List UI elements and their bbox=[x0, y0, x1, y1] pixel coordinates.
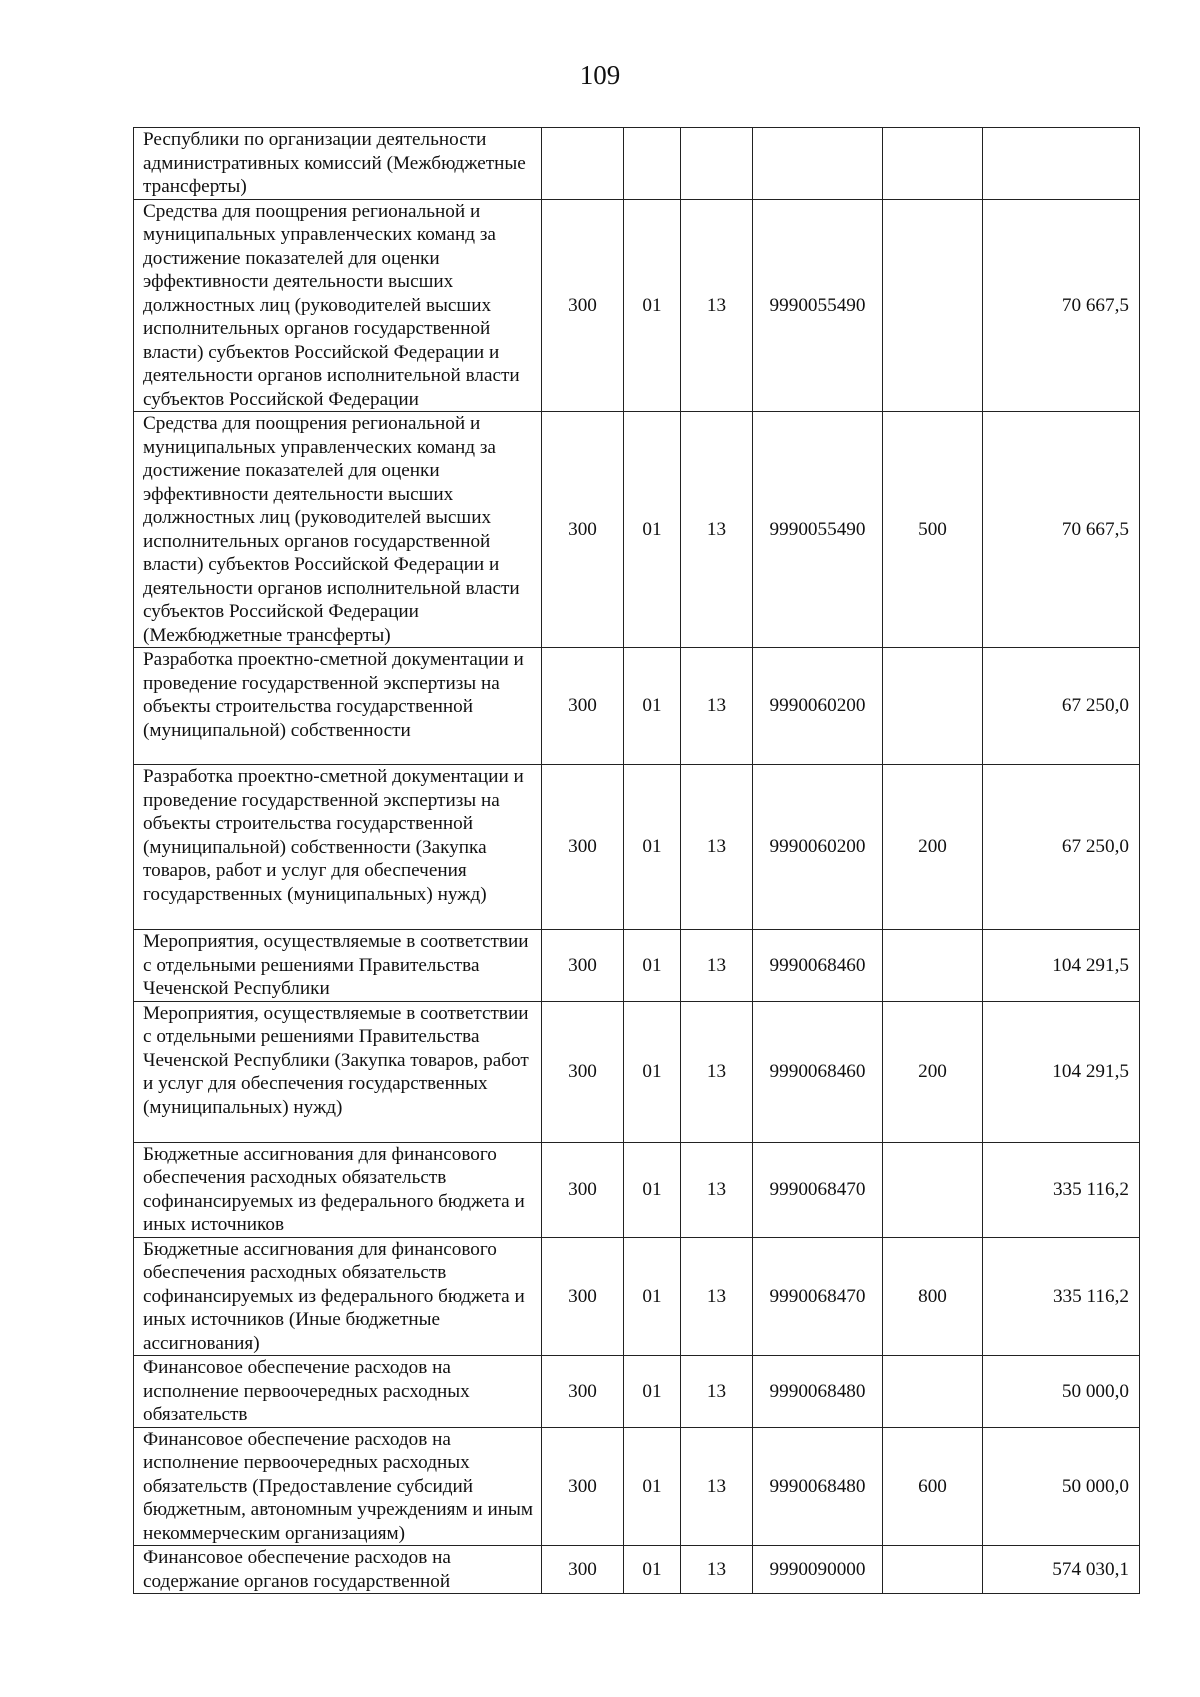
section-cell: 01 bbox=[624, 199, 681, 412]
expense-type-cell bbox=[883, 128, 983, 200]
grbs-cell: 300 bbox=[542, 930, 624, 1002]
target-article-cell: 9990068480 bbox=[753, 1356, 883, 1428]
table-row bbox=[134, 412, 1140, 648]
row-description: Финансовое обеспечение расходов на исполнение первоочередных расходных обязательств bbox=[134, 1356, 542, 1428]
target-article-cell: 9990068460 bbox=[753, 930, 883, 1002]
amount-cell: 70 667,5 bbox=[983, 199, 1140, 412]
expense-type-cell: 200 bbox=[883, 765, 983, 930]
page-number: 109 bbox=[579, 60, 621, 90]
target-article-cell: 9990068470 bbox=[753, 1237, 883, 1356]
grbs-cell: 300 bbox=[542, 1142, 624, 1237]
grbs-cell: 300 bbox=[542, 1546, 624, 1594]
row-description: Разработка проектно-сметной документации и проведение государственной экспертизы на объекты строительства государственной (муниципальной) собственности (Закупка товаров, работ и услуг для обеспечения государственных (муниципальных) нужд) bbox=[134, 765, 542, 930]
grbs-cell: 300 bbox=[542, 1356, 624, 1428]
subsection-cell: 13 bbox=[681, 199, 753, 412]
table-row bbox=[134, 1001, 1140, 1142]
amount-cell: 67 250,0 bbox=[983, 765, 1140, 930]
subsection-cell: 13 bbox=[681, 765, 753, 930]
target-article-cell: 9990068470 bbox=[753, 1142, 883, 1237]
table-row bbox=[134, 648, 1140, 765]
subsection-cell: 13 bbox=[681, 648, 753, 765]
table-row bbox=[134, 1546, 1140, 1594]
row-description: Средства для поощрения региональной и муниципальных управленческих команд за достижение показателей для оценки эффективности деятельности высших должностных лиц (руководителей высших исполнительных органов государственной власти) субъектов Российской Федерации и деятельности органов исполнительной власти субъектов Российской Федерации (Межбюджетные трансферты) bbox=[134, 412, 542, 648]
expense-type-cell: 600 bbox=[883, 1427, 983, 1546]
section-cell: 01 bbox=[624, 648, 681, 765]
amount-cell: 574 030,1 bbox=[983, 1546, 1140, 1594]
target-article-cell: 9990060200 bbox=[753, 765, 883, 930]
section-cell: 01 bbox=[624, 1142, 681, 1237]
table-row bbox=[134, 199, 1140, 412]
subsection-cell: 13 bbox=[681, 1001, 753, 1142]
budget-table bbox=[133, 127, 1140, 1594]
expense-type-cell: 500 bbox=[883, 412, 983, 648]
row-description: Средства для поощрения региональной и муниципальных управленческих команд за достижение показателей для оценки эффективности деятельности высших должностных лиц (руководителей высших исполнительных органов государственной власти) субъектов Российской Федерации и деятельности органов исполнительной власти субъектов Российской Федерации bbox=[134, 199, 542, 412]
row-description: Разработка проектно-сметной документации и проведение государственной экспертизы на объекты строительства государственной (муниципальной) собственности bbox=[134, 648, 542, 765]
row-description: Бюджетные ассигнования для финансового обеспечения расходных обязательств софинансируемых из федерального бюджета и иных источников bbox=[134, 1142, 542, 1237]
grbs-cell: 300 bbox=[542, 199, 624, 412]
grbs-cell: 300 bbox=[542, 1427, 624, 1546]
target-article-cell: 9990055490 bbox=[753, 199, 883, 412]
grbs-cell: 300 bbox=[542, 412, 624, 648]
target-article-cell: 9990068460 bbox=[753, 1001, 883, 1142]
row-description: Бюджетные ассигнования для финансового обеспечения расходных обязательств софинансируемых из федерального бюджета и иных источников (Иные бюджетные ассигнования) bbox=[134, 1237, 542, 1356]
amount-cell: 50 000,0 bbox=[983, 1427, 1140, 1546]
target-article-cell: 9990055490 bbox=[753, 412, 883, 648]
table-row bbox=[134, 930, 1140, 1002]
table-row bbox=[134, 1356, 1140, 1428]
expense-type-cell bbox=[883, 1142, 983, 1237]
subsection-cell: 13 bbox=[681, 1356, 753, 1428]
expense-type-cell bbox=[883, 1356, 983, 1428]
subsection-cell: 13 bbox=[681, 930, 753, 1002]
table-row bbox=[134, 128, 1140, 200]
grbs-cell: 300 bbox=[542, 1001, 624, 1142]
row-description: Мероприятия, осуществляемые в соответствии с отдельными решениями Правительства Чеченской Республики (Закупка товаров, работ и услуг для обеспечения государственных (муниципальных) нужд) bbox=[134, 1001, 542, 1142]
target-article-cell: 9990090000 bbox=[753, 1546, 883, 1594]
target-article-cell bbox=[753, 128, 883, 200]
section-cell bbox=[624, 128, 681, 200]
section-cell: 01 bbox=[624, 1001, 681, 1142]
subsection-cell: 13 bbox=[681, 412, 753, 648]
expense-type-cell: 800 bbox=[883, 1237, 983, 1356]
row-description: Финансовое обеспечение расходов на содержание органов государственной bbox=[134, 1546, 542, 1594]
amount-cell: 70 667,5 bbox=[983, 412, 1140, 648]
grbs-cell: 300 bbox=[542, 765, 624, 930]
expense-type-cell bbox=[883, 930, 983, 1002]
expense-type-cell bbox=[883, 648, 983, 765]
amount-cell bbox=[983, 128, 1140, 200]
subsection-cell: 13 bbox=[681, 1237, 753, 1356]
target-article-cell: 9990060200 bbox=[753, 648, 883, 765]
table-row bbox=[134, 765, 1140, 930]
section-cell: 01 bbox=[624, 930, 681, 1002]
target-article-cell: 9990068480 bbox=[753, 1427, 883, 1546]
budget-table-body bbox=[134, 128, 1140, 1594]
subsection-cell bbox=[681, 128, 753, 200]
subsection-cell: 13 bbox=[681, 1546, 753, 1594]
expense-type-cell bbox=[883, 199, 983, 412]
table-row bbox=[134, 1427, 1140, 1546]
section-cell: 01 bbox=[624, 765, 681, 930]
section-cell: 01 bbox=[624, 1356, 681, 1428]
amount-cell: 104 291,5 bbox=[983, 1001, 1140, 1142]
amount-cell: 50 000,0 bbox=[983, 1356, 1140, 1428]
grbs-cell: 300 bbox=[542, 1237, 624, 1356]
subsection-cell: 13 bbox=[681, 1427, 753, 1546]
row-description: Мероприятия, осуществляемые в соответствии с отдельными решениями Правительства Чеченской Республики bbox=[134, 930, 542, 1002]
amount-cell: 335 116,2 bbox=[983, 1142, 1140, 1237]
row-description: Финансовое обеспечение расходов на исполнение первоочередных расходных обязательств (Предоставление субсидий бюджетным, автономным учреждениям и иным некоммерческим организациям) bbox=[134, 1427, 542, 1546]
row-description: Республики по организации деятельности административных комиссий (Межбюджетные трансферты) bbox=[134, 128, 542, 200]
table-row bbox=[134, 1237, 1140, 1356]
amount-cell: 104 291,5 bbox=[983, 930, 1140, 1002]
expense-type-cell bbox=[883, 1546, 983, 1594]
amount-cell: 335 116,2 bbox=[983, 1237, 1140, 1356]
grbs-cell bbox=[542, 128, 624, 200]
amount-cell: 67 250,0 bbox=[983, 648, 1140, 765]
table-row bbox=[134, 1142, 1140, 1237]
grbs-cell: 300 bbox=[542, 648, 624, 765]
section-cell: 01 bbox=[624, 1546, 681, 1594]
subsection-cell: 13 bbox=[681, 1142, 753, 1237]
section-cell: 01 bbox=[624, 1237, 681, 1356]
section-cell: 01 bbox=[624, 1427, 681, 1546]
expense-type-cell: 200 bbox=[883, 1001, 983, 1142]
section-cell: 01 bbox=[624, 412, 681, 648]
